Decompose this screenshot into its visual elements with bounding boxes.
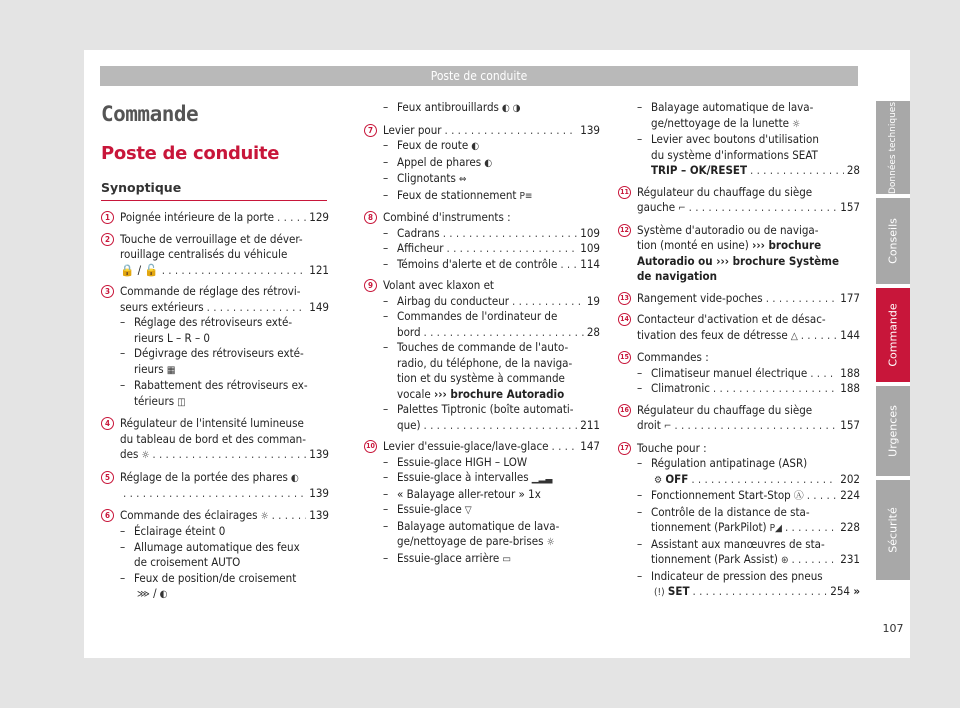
seat-heating-icon: ⌐ [678,203,686,214]
hazard-icon: △ [790,330,798,342]
cross-reference[interactable]: Autoradio ou ››› brochure Système [637,253,839,268]
list-item: – Feux antibrouillards ◐ ◑ [364,100,600,117]
list-item: – Balayage automatique de lava- ge/nettoyage de la lunette ☼ – Levier avec boutons d'utilisation du système d'informations SEAT TRIP – OK/RESET . . . 28 [618,100,860,179]
page-ref[interactable]: 28 [586,324,600,339]
page-ref[interactable]: 129 [309,210,329,224]
item-number: 13 [618,292,631,305]
fog-light-icon: ◐ ◑ [501,103,521,114]
dipped-beam-icon: ◐ [159,589,168,600]
page-ref[interactable]: 157 [840,418,860,432]
page-ref[interactable]: 177 [840,290,860,305]
list-item: 5 Réglage de la portée des phares ◐ . . . 139 [101,470,329,502]
page-ref[interactable]: 114 [580,256,600,271]
section-title: Poste de conduite [101,143,280,164]
high-beam-icon: ◐ [471,141,480,152]
wiper-icon: ▽ [464,505,472,516]
turn-signal-icon: ⇔ [458,174,467,185]
subsection-rule [101,200,327,201]
continue-marker: » [853,584,860,598]
tab-commande[interactable]: Commande [876,288,910,384]
list-item: 3 Commande de réglage des rétrovi- seurs extérieurs . . . 149 – Réglage des rétroviseurs exté- rieurs L – R – 0 – Dégivrage des rétroviseurs exté- rieurs ▦ – Rabattement des rétroviseurs ex- térieurs ◫ [101,284,329,410]
list-item: 10 Levier d'essuie-glace/lave-glace . . . 147 – Essuie-glace HIGH – LOW – Essuie-glace à intervalles ▁▂▃ – « Balayage aller-retour » 1x – Essuie-glace ▽ – Balayage automatique de lava- ge/nettoyage de pare-brises ☼ – Essuie-glace arrière ▭ [364,439,600,567]
list-item: 11 Régulateur du chauffage du siège gauche ⌐ . . . 157 [618,185,860,217]
page-ref[interactable]: 254 [830,584,851,598]
interval-icon: ▁▂▃ [531,473,553,484]
item-number: 14 [618,313,631,326]
parking-light-icon: P≡ [519,190,533,202]
item-number: 12 [618,224,631,237]
header-title: Poste de conduite [430,69,528,83]
page-ref[interactable]: 224 [840,488,860,502]
column-1 [101,210,329,603]
park-assist-icon: ⊛ [780,555,789,566]
flash-icon: ◐ [484,157,493,169]
page-ref[interactable]: 109 [580,241,600,255]
tab-urgences[interactable]: Urgences [876,386,910,478]
item-number: 8 [364,211,377,224]
washer-icon: ☼ [546,537,555,548]
mirror-fold-icon: ◫ [177,396,186,408]
page-ref[interactable]: 139 [309,507,329,522]
item-number: 4 [101,417,114,430]
list-item: 9 Volant avec klaxon et – Airbag du conducteur . . . 19 – Commandes de l'ordinateur de bord . . . 28 – Touches de commande de l'auto- radio, du téléphone, de la naviga- tion et du système à commande vocale ››› brochure Autoradio – Palettes Tiptronic (boîte automati- que) . . . 211 [364,278,600,433]
start-stop-icon: Ⓐ [793,491,804,502]
light-switch-icon: ☼ [260,510,269,522]
dimmer-icon: ☼ [141,450,150,461]
item-number: 17 [618,442,631,455]
page-ref[interactable]: 109 [580,225,600,240]
page-ref[interactable]: 202 [840,471,860,486]
side-light-icon: ⋙ [137,589,150,600]
page-ref[interactable]: 231 [840,552,860,566]
column-3 [618,100,860,601]
tab-securite[interactable]: Sécurité [876,480,910,582]
item-number: 11 [618,186,631,199]
page-ref[interactable]: 144 [840,327,860,342]
column-2 [364,100,600,567]
page-ref[interactable]: 147 [580,439,600,453]
chapter-title: Commande [101,102,199,126]
list-item: 1 Poignée intérieure de la porte . . . 129 [101,210,329,226]
page-ref[interactable]: 188 [840,365,860,380]
page-ref[interactable]: 188 [840,381,860,395]
item-number: 7 [364,124,377,137]
page-ref[interactable]: 211 [580,417,600,432]
lock-unlock-icon: 🔒 / 🔓 [120,262,159,277]
item-number: 2 [101,233,114,246]
item-number: 9 [364,279,377,292]
cross-reference[interactable]: ››› brochure [752,238,822,252]
page-ref[interactable]: 19 [586,293,600,308]
page-ref[interactable]: 228 [840,520,860,534]
list-item: 6 Commande des éclairages ☼ . . . 139 – Éclairage éteint 0 – Allumage automatique des feux de croisement AUTO – Feux de position/de croisement ⋙ / ◐ [101,508,329,603]
item-number: 3 [101,285,114,298]
tire-pressure-icon: (!) [654,587,665,598]
tab-conseils[interactable]: Conseils [876,198,910,286]
item-number: 16 [618,404,631,417]
list-item: 4 Régulateur de l'intensité lumineuse du tableau de bord et des comman- des ☼ . . . 139 [101,416,329,464]
list-item: 17 Touche pour : – Régulation antipatinage (ASR) ⚙ OFF . . . 202 – Fonctionnement Start-Stop Ⓐ . . . 224 – Contrôle de la distance de sta- tionnement (ParkPilot) P◢ . . . 228 – Assistant aux manœuvres de sta- tionnement (Park Assist) ⊛ . . . 231 – Indicateur de pression des pneus (!) SET . . . 254 » [618,441,860,601]
item-number: 10 [364,440,377,453]
page-ref[interactable]: 139 [309,486,329,500]
page-ref[interactable]: 139 [309,447,329,461]
rear-washer-icon: ☼ [792,118,801,130]
page-ref[interactable]: 28 [846,163,860,177]
list-item: 8 Combiné d'instruments : – Cadrans . . . 109 – Afficheur . . . 109 – Témoins d'alerte et de contrôle . . . 114 [364,210,600,272]
seat-heating-icon: ⌐ [663,421,672,432]
cross-reference[interactable]: ››› brochure Autoradio [434,386,565,401]
list-item: 16 Régulateur du chauffage du siège droit ⌐ . . . 157 [618,403,860,435]
list-item: 2 Touche de verrouillage et de déver- rouillage centralisés du véhicule 🔒 / 🔓 . . . 121 [101,232,329,279]
list-item: 13 Rangement vide-poches . . . 177 [618,291,860,307]
page-ref[interactable]: 149 [309,299,329,314]
item-number: 5 [101,471,114,484]
item-number: 15 [618,351,631,364]
list-item: 14 Contacteur d'activation et de désac- tivation des feux de détresse △ . . . 144 [618,312,860,344]
subsection-title: Synoptique [101,180,182,195]
page-ref[interactable]: 157 [840,200,860,214]
traction-control-icon: ⚙ [654,474,663,486]
page-ref[interactable]: 121 [309,262,329,277]
rear-wiper-icon: ▭ [502,553,511,565]
item-number: 1 [101,211,114,224]
park-pilot-icon: P◢ [769,523,782,534]
list-item: 12 Système d'autoradio ou de naviga- tion (monté en usine) ››› brochure Autoradio ou ››› brochure Système de navigation [618,223,860,285]
page-number: 107 [882,622,904,635]
tab-donnees-techniques[interactable]: Données techniques [876,101,910,196]
headlight-range-icon: ◐ [290,472,299,484]
mirror-heating-icon: ▦ [166,364,176,376]
list-item: 15 Commandes : – Climatiseur manuel électrique . . . 188 – Climatronic . . . 188 [618,350,860,397]
item-number: 6 [101,509,114,522]
list-item: 7 Levier pour . . . 139 – Feux de route ◐ – Appel de phares ◐ – Clignotants ⇔ – Feux de stationnement P≡ [364,123,600,205]
page-ref[interactable]: 139 [580,122,600,137]
